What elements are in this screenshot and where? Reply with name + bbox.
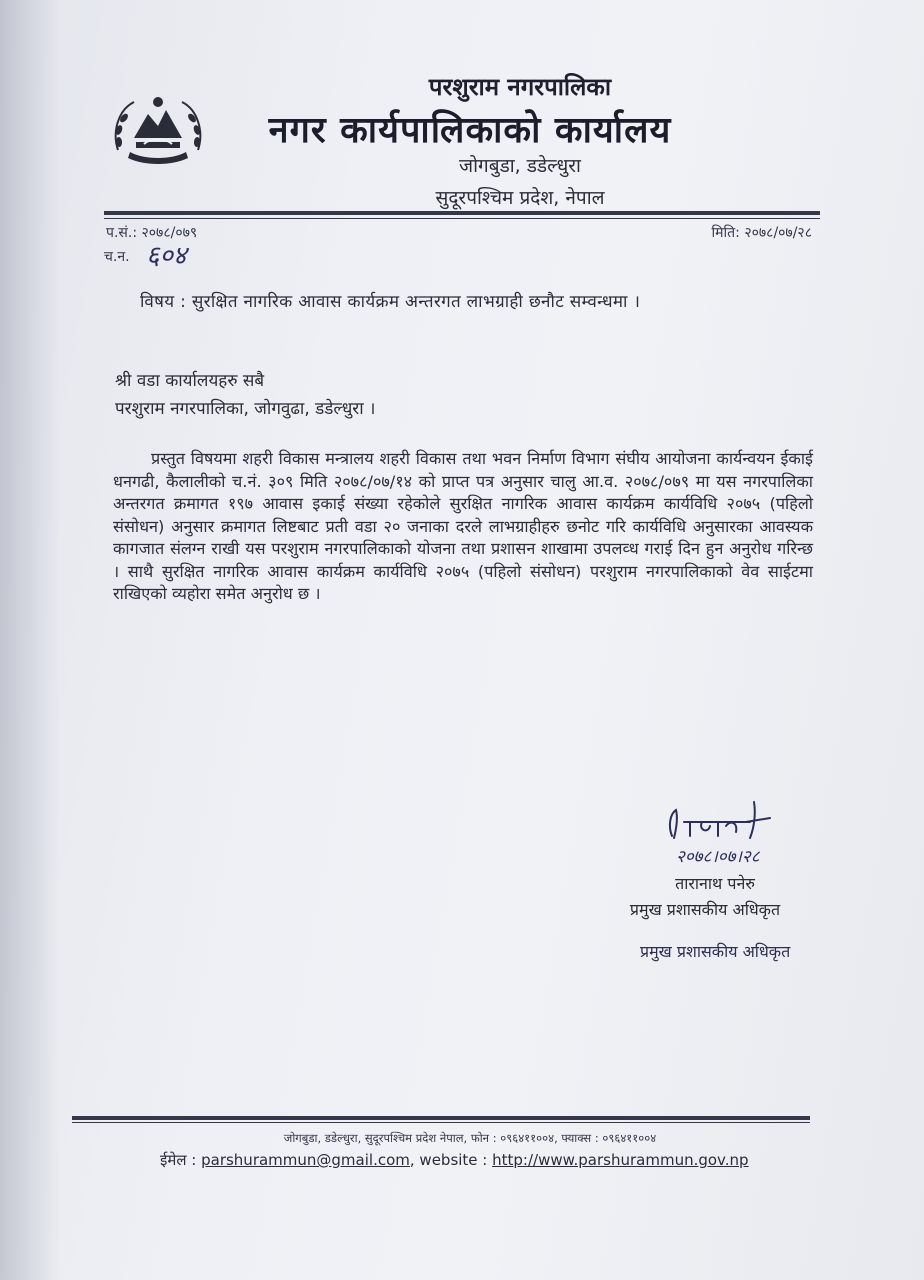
letter-body: प्रस्तुत विषयमा शहरी विकास मन्त्रालय शहरी विकास तथा भवन निर्माण विभाग संघीय आयोजना कार्यन्वयन ईकाई धनगढी, कैलालीको च.नं. ३०९ मिति २०७८/०७/१४ को प्राप्त पत्र अनुसार चालु आ.व. २०७८/०७९ मा यस नगरपालिका अन्तरगत क्रमागत १९७ आवास इकाई संख्या रहेकोले सुरक्षित नागरिक आवास कार्यक्रम कार्यविधि २०७५ (पहिलो संसोधन) अनुसार क्रमागत लिष्टबाट प्रती वडा २० जनाका दरले लाभग्राहीहरु छनोट गरि कार्यविधि अनुसारका आवस्यक कागजात संलग्न राखी यस परशुराम नगरपालिकाको योजना तथा प्रशासन शाखामा उपलव्ध गराई दिन हुन अनुरोध गरिन्छ । साथै सुरक्षित नागरिक आवास कार्यक्रम कार्यविधि २०७५ (पहिलो संसोधन) परशुराम नगरपालिकाको वेव साईटमा राखिएको व्यहोरा समेत अनुरोध छ । xyxy=(113,449,813,603)
website-link[interactable]: http://www.parshurammun.gov.np xyxy=(492,1151,749,1169)
page-shadow xyxy=(0,0,60,1280)
addressee-line-1: श्री वडा कार्यालयहरु सबै xyxy=(115,371,265,391)
office-name: नगर कार्यपालिकाको कार्यालय xyxy=(268,110,672,151)
letter-subject: विषय : सुरक्षित नागरिक आवास कार्यक्रम अन्तरगत लाभग्राही छनौट सम्वन्धमा । xyxy=(140,292,641,312)
dispatch-number: ६०४ xyxy=(146,241,187,271)
office-location: जोगबुडा, डडेल्धुरा xyxy=(459,155,581,177)
footer-web-line xyxy=(160,1150,749,1170)
footer-contact: जोगबुडा, डडेल्धुरा, सुदूरपश्चिम प्रदेश नेपाल, फोन : ०९६४११००४, फ्याक्स : ०९६४११००४ xyxy=(283,1131,657,1145)
signatory-title: प्रमुख प्रशासकीय अधिकृत xyxy=(629,900,781,919)
addressee-line-2: परशुराम नगरपालिका, जोगवुढा, डडेल्धुरा । xyxy=(115,399,376,419)
email-label: ईमेल : xyxy=(160,1151,197,1169)
municipality-name: परशुराम नगरपालिका xyxy=(428,73,612,101)
letter-date: मिति: २०७८/०७/२८ xyxy=(711,225,812,241)
office-province: सुदूरपश्चिम प्रदेश, नेपाल xyxy=(435,187,605,209)
dispatch-label: च.न. xyxy=(104,249,130,265)
footer-divider xyxy=(72,1116,810,1120)
signature-date: २०७८।०७।२८ xyxy=(676,847,760,866)
footer-divider-thin xyxy=(72,1122,810,1123)
signatory-name: तारानाथ पनेरु xyxy=(675,874,755,893)
email-link[interactable]: parshurammun@gmail.com xyxy=(201,1151,410,1169)
header-divider-thin xyxy=(104,218,820,219)
nepal-emblem-icon xyxy=(104,88,212,178)
handwritten-signature xyxy=(650,796,800,866)
official-stamp-title: प्रमुख प्रशासकीय अधिकृत xyxy=(640,942,791,961)
header-divider xyxy=(104,211,820,215)
website-label: , website : xyxy=(409,1151,488,1169)
reference-number: प.सं.: २०७८/०७९ xyxy=(106,225,198,241)
